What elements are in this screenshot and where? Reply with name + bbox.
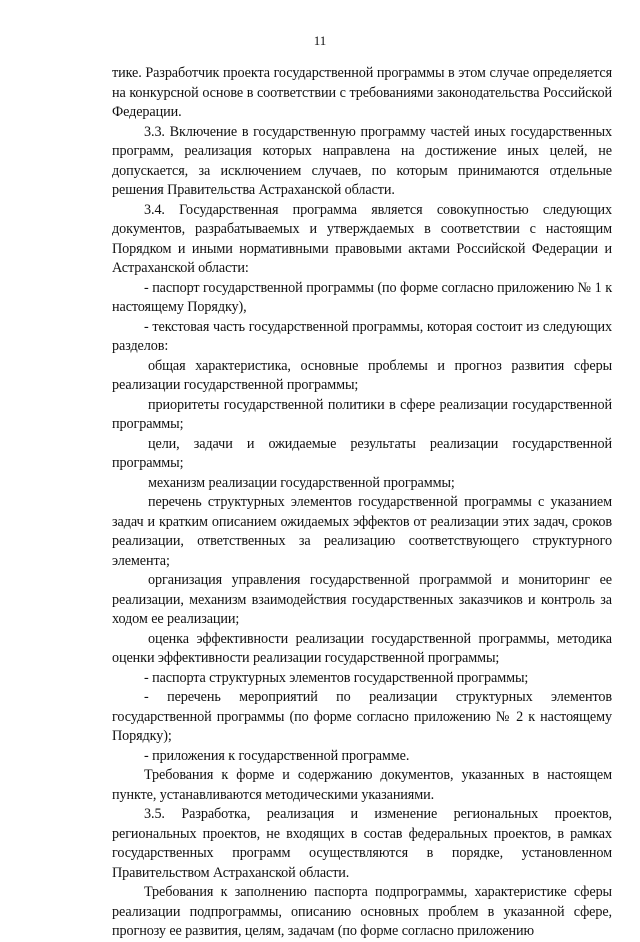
section-item-priorities: приоритеты государственной политики в сфере реализации государственной программы; [112,396,612,432]
paragraph-3-5: 3.5. Разработка, реализация и изменение региональных проектов, региональных проектов, не входящих в состав федеральных проектов, в рамках государственных программ осуществляются в порядке, установленном Правительством Астраханской области. [112,806,612,881]
document-body [112,64,612,942]
page-number: 11 [313,33,327,48]
list-item-measures: - перечень мероприятий по реализации структурных элементов государственной программы (по форме согласно приложению № 2 к настоящему Порядку); [112,689,612,744]
paragraph-continuation: тике. Разработчик проекта государственной программы в этом случае определяется на конкурсной основе в соответствии с требованиями законодательства Российской Федерации. [112,65,612,120]
paragraph-3-4: 3.4. Государственная программа является совокупностью следующих документов, разрабатываемых и утверждаемых в соответствии с настоящим Порядком и иными нормативными правовыми актами Российской Федерации и Астраханской области: [112,201,612,276]
section-item-management: организация управления государственной программой и мониторинг ее реализации, механизм взаимодействия государственных заказчиков и контроль за ходом ее реализации; [112,572,612,627]
paragraph-3-3: 3.3. Включение в государственную программу частей иных государственных программ, реализация которых направлена на достижение иных целей, не допускается, за исключением случаев, по которым принимаются отдельные решения Правительства Астраханской области. [112,123,612,198]
section-item-efficiency: оценка эффективности реализации государственной программы, методика оценки эффективности реализации государственной программы; [112,630,612,666]
list-item-appendices: - приложения к государственной программе. [144,747,410,764]
section-item-goals: цели, задачи и ожидаемые результаты реализации государственной программы; [112,435,612,471]
list-item-element-passports: - паспорта структурных элементов государственной программы; [144,669,529,686]
section-item-characteristics: общая характеристика, основные проблемы и прогноз развития сферы реализации государственной программы; [112,357,612,393]
section-item-mechanism: механизм реализации государственной программы; [148,474,455,491]
list-item-passport: - паспорт государственной программы (по форме согласно приложению № 1 к настоящему Порядку), [112,279,612,315]
list-item-text-part: - текстовая часть государственной программы, которая состоит из следующих разделов: [112,318,612,354]
section-item-structural-elements: перечень структурных элементов государственной программы с указанием задач и кратким описанием ожидаемых эффектов от реализации этих задач, сроков реализации, ответственных за реализацию соответствующего структурного элемента; [112,494,612,569]
paragraph-requirements: Требования к форме и содержанию документов, указанных в настоящем пункте, устанавливаются методическими указаниями. [112,767,612,803]
paragraph-subprogram-requirements: Требования к заполнению паспорта подпрограммы, характеристике сферы реализации подпрограммы, описанию основных проблем в указанной сфере, прогнозу ее развития, целям, задачам (по форме согласно приложению [112,884,612,939]
